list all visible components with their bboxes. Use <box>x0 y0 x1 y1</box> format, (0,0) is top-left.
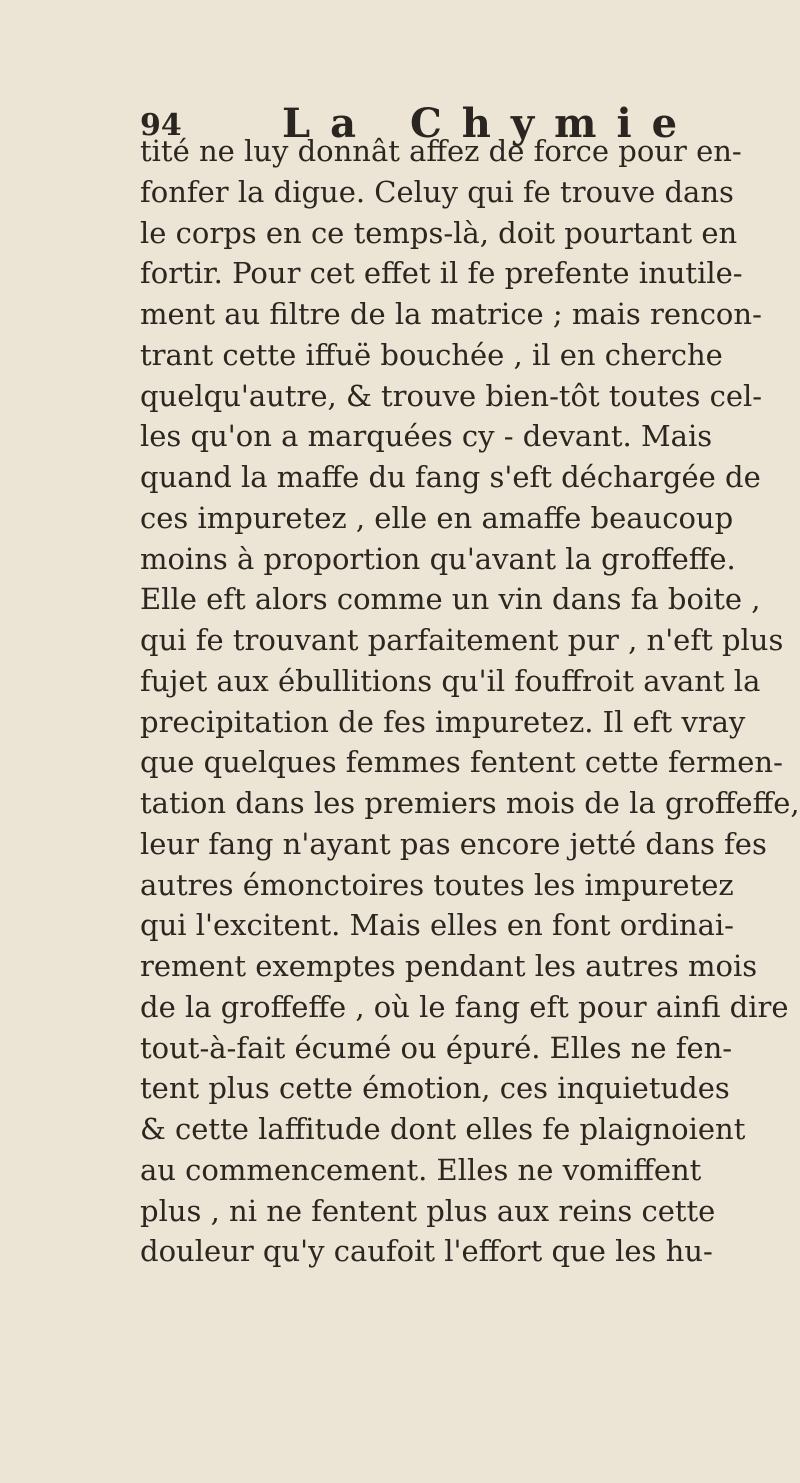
running-title: La Chymie <box>282 100 698 147</box>
text-line: precipitation de fes impuretez. Il eft vray <box>140 704 746 739</box>
text-line: rement exemptes pendant les autres mois <box>140 949 758 983</box>
text-line: quelqu'autre, & trouve bien-tôt toutes cel- <box>140 378 763 413</box>
text-line: qui fe trouvant parfaitement pur , n'eft plus <box>140 623 784 657</box>
text-line: quand la maffe du fang s'eft déchargée de <box>140 460 761 494</box>
text-line: au commencement. Elles ne vomiffent <box>140 1152 702 1187</box>
text-line: autres émonctoires toutes les impuretez <box>140 867 734 902</box>
text-line: ces impuretez , elle en amaffe beaucoup <box>140 500 734 535</box>
text-line: que quelques femmes fentent cette fermen- <box>140 745 783 780</box>
text-line: douleur qu'y caufoit l'effort que les hu- <box>140 1234 713 1269</box>
text-line: tent plus cette émotion, ces inquietudes <box>140 1071 730 1106</box>
text-line: leur fang n'ayant pas encore jetté dans fes <box>140 826 767 861</box>
text-line: ment au filtre de la matrice ; mais rencon- <box>140 297 762 331</box>
text-line: plus , ni ne fentent plus aux reins cette <box>140 1193 716 1228</box>
text-line: fonfer la digue. Celuy qui fe trouve dans <box>140 174 734 209</box>
text-line: de la groffeffe , où le fang eft pour ainfi dire <box>140 989 789 1024</box>
text-line: Elle eft alors comme un vin dans fa boite , <box>140 582 761 617</box>
text-line: trant cette iffuë bouchée , il en cherche <box>140 337 723 372</box>
body-text <box>140 131 800 1272</box>
text-line: tation dans les premiers mois de la groffeffe, <box>140 786 800 820</box>
text-line: tout-à-fait écumé ou épuré. Elles ne fen- <box>140 1030 733 1065</box>
text-line: fujet aux ébullitions qu'il fouffroit avant la <box>140 663 761 698</box>
text-line: tité ne luy donnât affez de force pour en- <box>140 134 742 168</box>
text-line: les qu'on a marquées cy - devant. Mais <box>140 419 713 454</box>
text-line: moins à proportion qu'avant la groffeffe. <box>140 541 736 576</box>
text-line: & cette laffitude dont elles fe plaignoient <box>140 1112 746 1146</box>
text-line: qui l'excitent. Mais elles en font ordinai- <box>140 908 734 943</box>
text-line: le corps en ce temps-là, doit pourtant en <box>140 215 738 250</box>
text-line: fortir. Pour cet effet il fe prefente inutile- <box>140 256 743 291</box>
page-number: 94 <box>140 108 182 143</box>
